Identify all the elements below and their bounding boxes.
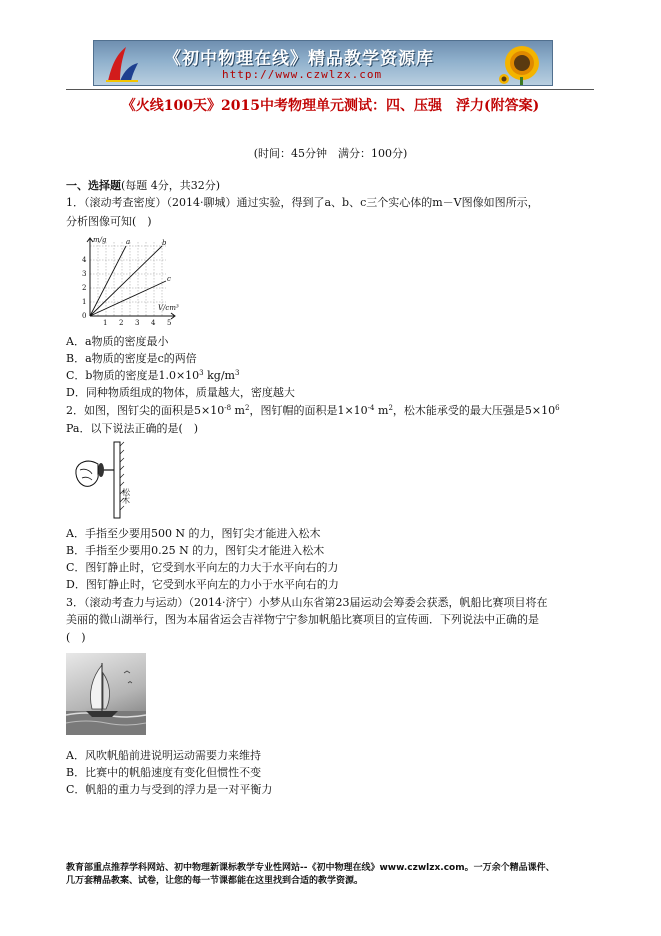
footer-line1: 教育部重点推荐学科网站、初中物理新课标教学专业性网站--《初中物理在线》www.czwlzx.com。一万余个精品课件、: [66, 863, 555, 873]
section-title: 一、选择题: [66, 179, 121, 192]
y-tick-4: 4: [82, 256, 87, 264]
y-tick-0: 0: [82, 312, 87, 320]
q2-stem-line1: 2．如图，图钉尖的面积是$5\times 10^{-8}$ $m^2$，图钉帽的面积是$1\times 10^{-4}$ $m^2$，松木能承受的最大压强是$5\times 10^6$: [66, 404, 560, 417]
line-a: [90, 246, 126, 316]
y-axis-label: m/g: [93, 236, 107, 244]
footer-line2: 几万套精品教案、试卷，让您的每一节课都能在这里找到合适的教学资源。: [66, 876, 364, 886]
q3-option-b: B．比赛中的帆船速度有变化但惯性不变: [66, 766, 262, 779]
header-banner: [93, 40, 553, 86]
site-logo-icon: [104, 45, 140, 83]
q2-option-b: B．手指至少要用0.25 N 的力，图钉尖才能进入松木: [66, 544, 325, 557]
x-tick-1: 1: [103, 319, 108, 326]
q3-stem-line3: ( ): [66, 631, 86, 644]
q1-option-b: B．a物质的密度是c的两倍: [66, 352, 197, 365]
x-tick-5: 5: [167, 319, 172, 326]
banner-title: 《初中物理在线》精品教学资源库: [164, 49, 434, 69]
q3-sailboat-photo: [66, 653, 146, 735]
x-axis-label: V/cm³: [158, 304, 179, 312]
q2-option-c: C．图钉静止时，它受到水平向左的力大于水平向右的力: [66, 561, 339, 574]
document-title: 《火线100天》2015中考物理单元测试：四、压强 浮力(附答案): [121, 98, 540, 114]
q2-stem-line2: Pa．以下说法正确的是( ): [66, 422, 199, 435]
q3-stem-line1: 3．（滚动考查力与运动）（2014·济宁）小梦从山东省第23届运动会筹委会获悉，帆船比赛项目将在: [66, 596, 548, 609]
y-tick-1: 1: [82, 298, 87, 306]
q2-option-a: A．手指至少要用500 N 的力，图钉尖才能进入松木: [66, 527, 321, 540]
y-tick-2: 2: [82, 284, 87, 292]
banner-url: http://www.czwlzx.com: [222, 68, 383, 81]
x-tick-2: 2: [119, 319, 124, 326]
label-b: b: [162, 239, 167, 247]
x-tick-4: 4: [151, 319, 156, 326]
q1-option-c: C．b物质的密度是$1.0\times 10^3$ $kg/m^3$: [66, 369, 240, 382]
q1-option-d: D．同种物质组成的物体，质量越大，密度越大: [66, 386, 295, 399]
q3-option-a: A．风吹帆船前进说明运动需要力来维持: [66, 749, 261, 762]
q1-mass-volume-graph: [74, 236, 186, 326]
x-tick-3: 3: [135, 319, 140, 326]
section-heading: [66, 179, 220, 193]
page-footer: [66, 862, 555, 888]
label-a: a: [126, 238, 131, 246]
line-c: [90, 281, 166, 316]
tack-head: [98, 463, 104, 477]
q1-stem-line2: 分析图像可知( ): [66, 215, 152, 228]
section-note: (每题 4分，共32分): [121, 179, 221, 192]
q3-option-c: C．帆船的重力与受到的浮力是一对平衡力: [66, 783, 273, 796]
sailboat-icon: [66, 653, 146, 735]
y-tick-3: 3: [82, 270, 87, 278]
header-rule: [66, 89, 594, 90]
exam-info: (时间：45分钟 满分：100分): [253, 147, 408, 160]
thumb: [76, 461, 98, 486]
q1-stem-line1: 1．（滚动考查密度）（2014·聊城）通过实验，得到了a、b、c三个实心体的m－V图像如图所示，: [66, 196, 539, 209]
line-b: [90, 246, 162, 316]
label-c: c: [167, 275, 171, 283]
sunflower-icon: [496, 43, 548, 86]
wood-label: 松木: [121, 488, 131, 504]
q2-option-d: D．图钉静止时，它受到水平向左的力小于水平向右的力: [66, 578, 339, 591]
q2-thumbtack-figure: [74, 440, 140, 520]
q3-stem-line2: 美丽的微山湖举行，图为本届省运会吉祥物宁宁参加帆船比赛项目的宣传画．下列说法中正确的是: [66, 613, 539, 626]
q1-option-a: A．a物质的密度最小: [66, 335, 169, 348]
